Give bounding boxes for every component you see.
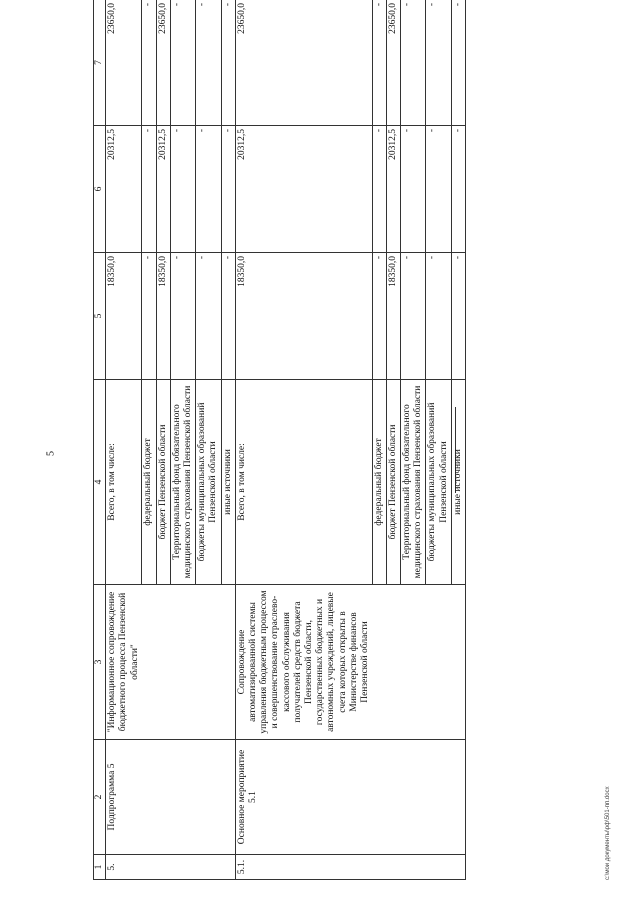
value-col6: - [401,126,426,253]
item-description-cont [142,585,156,740]
item-description-cont [386,585,400,740]
table-row [156,0,170,880]
row-number-cont [221,855,235,880]
header-cell: 7 [94,0,106,126]
funding-source: бюджеты муниципальных образований Пензенской области [196,380,221,585]
value-col5: - [221,253,235,380]
funding-source: Всего, в том числе: [235,380,372,585]
item-description-cont [451,585,465,740]
budget-table [93,0,466,880]
item-description: Сопровождение автоматизированной системы управления бюджетным процессом и совершенствование отраслево-кассового обслуживания получателей средств бюджета Пензенской области, государственных бюджетных и автономных учреждений, лицевые счета которых открыты в Министерстве финансов Пензенской области [235,585,372,740]
row-number-cont [401,855,426,880]
value-col6: 20312,5 [235,126,372,253]
value-col6: - [170,126,195,253]
funding-source: федеральный бюджет [372,380,386,585]
item-description-cont [372,585,386,740]
row-number-cont [426,855,451,880]
funding-source: Территориальный фонд обязательного медицинского страхования Пензенской области [401,380,426,585]
value-col6: - [221,126,235,253]
item-name: Подпрограмма 5 [106,740,142,855]
item-name-cont [451,740,465,855]
funding-source: бюджеты муниципальных образований Пензенской области [426,380,451,585]
row-number: 5.1. [235,855,372,880]
funding-source: бюджет Пензенской области [156,380,170,585]
value-col5: 18350,0 [235,253,372,380]
header-cell: 4 [94,380,106,585]
value-col7: - [196,0,221,126]
value-col7: - [451,0,465,126]
row-number-cont [196,855,221,880]
funding-source: бюджет Пензенской области [386,380,400,585]
page-number: 5 [45,451,57,456]
row-number-cont [372,855,386,880]
item-description-cont [221,585,235,740]
value-col6: - [196,126,221,253]
row-number-cont [386,855,400,880]
value-col7: - [170,0,195,126]
item-name-cont [196,740,221,855]
value-col7: - [401,0,426,126]
value-col6: - [372,126,386,253]
value-col6: 20312,5 [386,126,400,253]
header-cell: 5 [94,253,106,380]
value-col5: 18350,0 [106,253,142,380]
value-col7: - [426,0,451,126]
header-row [94,0,106,880]
funding-source: иные источники [451,380,465,585]
table-row [451,0,465,880]
value-col5: - [372,253,386,380]
value-col6: - [142,126,156,253]
value-col5: - [401,253,426,380]
item-name-cont [142,740,156,855]
value-col6: - [451,126,465,253]
item-description-cont [156,585,170,740]
value-col7: - [372,0,386,126]
value-col7: 23650,0 [235,0,372,126]
header-cell: 1 [94,855,106,880]
item-name-cont [426,740,451,855]
row-number: 5. [106,855,142,880]
item-name-cont [401,740,426,855]
value-col7: - [142,0,156,126]
table-row [196,0,221,880]
footer-file-path: c:\мои документы\рф\501-пп.docx [605,786,611,880]
value-col6: - [426,126,451,253]
value-col5: - [170,253,195,380]
value-col5: - [196,253,221,380]
row-number-cont [170,855,195,880]
value-col5: - [142,253,156,380]
item-description-cont [196,585,221,740]
row-number-cont [142,855,156,880]
value-col5: 18350,0 [386,253,400,380]
funding-source: иные источники [221,380,235,585]
row-number-cont [451,855,465,880]
item-name-cont [221,740,235,855]
value-col5: - [426,253,451,380]
row-number-cont [156,855,170,880]
value-col7: 23650,0 [386,0,400,126]
value-col7: 23650,0 [156,0,170,126]
table-row [221,0,235,880]
table-row [426,0,451,880]
item-name: Основное мероприятие 5.1 [235,740,372,855]
table-row [142,0,156,880]
table-row [170,0,195,880]
value-col6: 20312,5 [156,126,170,253]
funding-source: федеральный бюджет [142,380,156,585]
value-col7: 23650,0 [106,0,142,126]
table-row [401,0,426,880]
table-row [235,0,372,880]
value-col5: - [451,253,465,380]
table-row [106,0,142,880]
value-col6: 20312,5 [106,126,142,253]
item-description: "Информационное сопровождение бюджетного процесса Пензенской области" [106,585,142,740]
item-description-cont [170,585,195,740]
value-col7: - [221,0,235,126]
table-row [386,0,400,880]
item-description-cont [401,585,426,740]
header-cell: 3 [94,585,106,740]
item-name-cont [372,740,386,855]
table-body [94,0,466,880]
table-row [372,0,386,880]
item-description-cont [426,585,451,740]
header-cell: 2 [94,740,106,855]
value-col5: 18350,0 [156,253,170,380]
item-name-cont [386,740,400,855]
table-rotated-container [93,0,463,880]
item-name-cont [170,740,195,855]
header-cell: 6 [94,126,106,253]
funding-source: Всего, в том числе: [106,380,142,585]
funding-source: Территориальный фонд обязательного медицинского страхования Пензенской области [170,380,195,585]
item-name-cont [156,740,170,855]
